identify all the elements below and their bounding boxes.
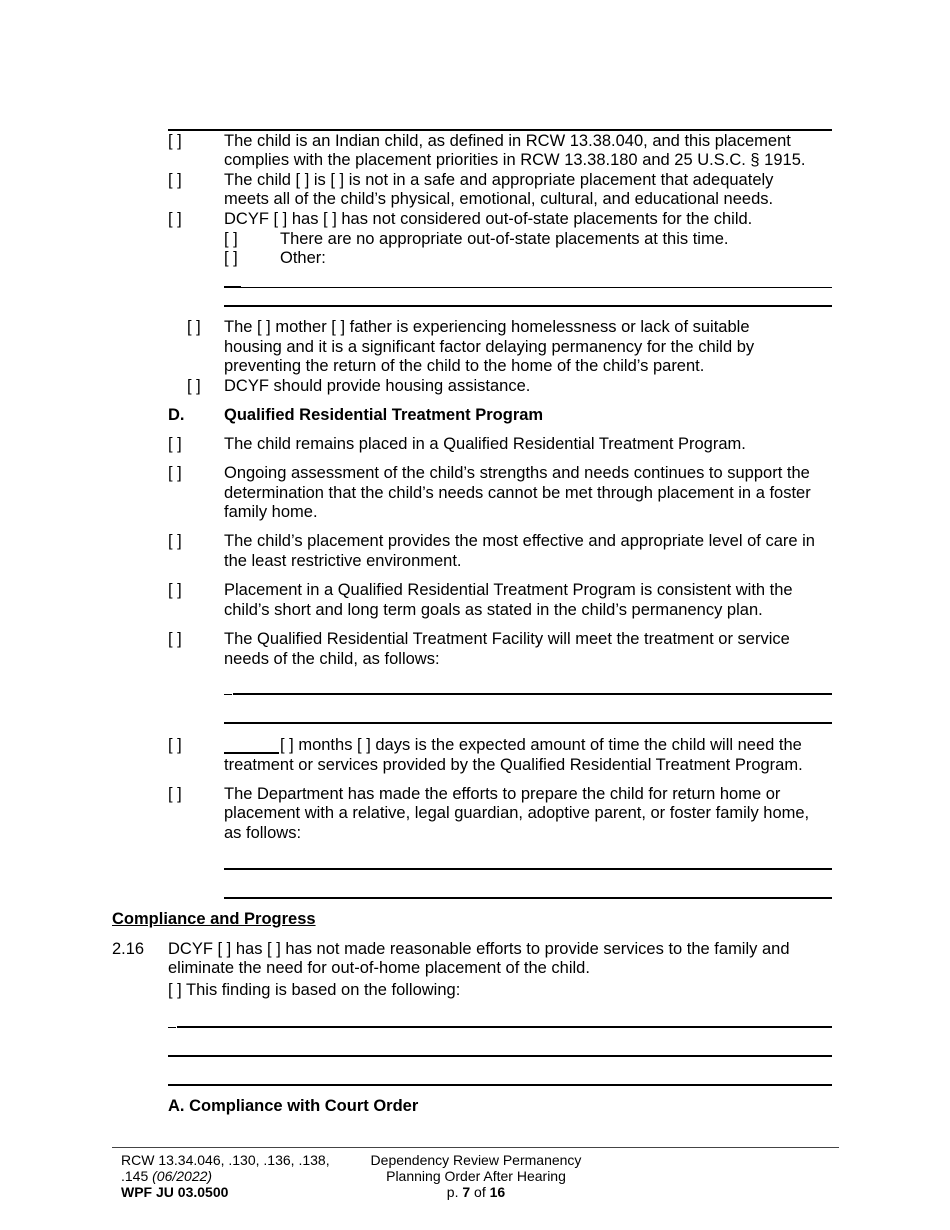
footer-form-number: WPF JU 03.0500: [121, 1184, 229, 1200]
homelessness-line-1: The [ ] mother [ ] father is experiencing homelessness or lack of suitable: [224, 318, 750, 336]
checkbox[interactable]: [ ]: [168, 785, 182, 803]
footer-page-number: p. 7 of 16: [446, 1184, 506, 1200]
finding-number: 2.16: [112, 940, 145, 958]
checkbox[interactable]: [ ]: [187, 377, 201, 395]
checkbox[interactable]: [ ]: [168, 630, 182, 648]
reasonable-efforts-line-2: eliminate the need for out-of-home placement of the child.: [168, 959, 590, 977]
housing-assistance-text: DCYF should provide housing assistance.: [224, 377, 531, 395]
footer-rule: [112, 1147, 839, 1148]
other-blank-line-1[interactable]: [241, 287, 832, 288]
safe-placement-line-2: meets all of the child’s physical, emotional, cultural, and educational needs.: [224, 190, 774, 208]
consistent-line-2: child’s short and long term goals as stated in the child’s permanency plan.: [224, 601, 763, 619]
checkbox[interactable]: [ ]: [224, 249, 238, 267]
department-blank-line-1[interactable]: [224, 868, 832, 870]
facility-line-2: needs of the child, as follows:: [224, 650, 440, 668]
section-d-title: Qualified Residential Treatment Program: [224, 406, 544, 424]
effective-line-1: The child’s placement provides the most effective and appropriate level of care in: [224, 532, 815, 550]
homelessness-line-2: housing and it is a significant factor delaying permanency for the child by: [224, 338, 755, 356]
ongoing-line-3: family home.: [224, 503, 318, 521]
basis-blank-line-3[interactable]: [168, 1084, 832, 1086]
finding-basis-text: [ ] This finding is based on the following:: [168, 981, 461, 999]
basis-blank-line-2[interactable]: [168, 1055, 832, 1057]
safe-placement-line-1: The child [ ] is [ ] is not in a safe and appropriate placement that adequately: [224, 171, 774, 189]
homelessness-line-3: preventing the return of the child to the home of the child’s parent.: [224, 357, 705, 375]
checkbox[interactable]: [ ]: [168, 532, 182, 550]
checkbox[interactable]: [ ]: [224, 230, 238, 248]
compliance-heading: Compliance and Progress: [112, 910, 316, 928]
footer-date: (06/2022): [152, 1168, 213, 1184]
department-line-1: The Department has made the efforts to prepare the child for return home or: [224, 785, 781, 803]
facility-line-1: The Qualified Residential Treatment Facility will meet the treatment or service: [224, 630, 790, 648]
footer-rcw-line-2: .145 (06/2022): [121, 1168, 213, 1184]
department-blank-line-2[interactable]: [224, 897, 832, 899]
footer-rcw-line-1: RCW 13.34.046, .130, .136, .138,: [121, 1152, 330, 1168]
checkbox[interactable]: [ ]: [168, 132, 182, 150]
other-blank-line-2[interactable]: [224, 305, 832, 307]
basis-blank-line-1[interactable]: [177, 1026, 832, 1028]
duration-line-2: treatment or services provided by the Qualified Residential Treatment Program.: [224, 756, 803, 774]
checkbox[interactable]: [ ]: [168, 171, 182, 189]
footer-left: [121, 1152, 330, 1200]
consistent-line-1: Placement in a Qualified Residential Treatment Program is consistent with the: [224, 581, 793, 599]
checkbox[interactable]: [ ]: [168, 210, 182, 228]
footer-center: [336, 1152, 616, 1200]
facility-blank-line-2[interactable]: [224, 722, 832, 724]
checkbox[interactable]: [ ]: [168, 435, 182, 453]
department-line-2: placement with a relative, legal guardian, adoptive parent, or foster family home,: [224, 804, 810, 822]
duration-blank[interactable]: [224, 752, 279, 754]
qrtp-remains-text: The child remains placed in a Qualified Residential Treatment Program.: [224, 435, 746, 453]
footer-title-line-1: Dependency Review Permanency: [370, 1152, 582, 1168]
section-d-letter: D.: [168, 406, 185, 424]
footer-title-line-2: Planning Order After Hearing: [386, 1168, 566, 1184]
no-placements-text: There are no appropriate out-of-state placements at this time.: [280, 230, 729, 248]
facility-blank-short[interactable]: [224, 694, 232, 695]
indian-child-line-1: The child is an Indian child, as defined in RCW 13.38.040, and this placement: [224, 132, 791, 150]
other-label: Other:: [280, 249, 326, 267]
other-blank-short[interactable]: [224, 286, 241, 288]
ongoing-line-2: determination that the child’s needs cannot be met through placement in a foster: [224, 484, 811, 502]
indian-child-line-2: complies with the placement priorities in RCW 13.38.180 and 25 U.S.C. § 1915.: [224, 151, 806, 169]
compliance-court-order-heading: A. Compliance with Court Order: [168, 1097, 419, 1115]
out-of-state-text: DCYF [ ] has [ ] has not considered out-of-state placements for the child.: [224, 210, 753, 228]
facility-blank-line-1[interactable]: [233, 693, 832, 695]
duration-line-1: [ ] months [ ] days is the expected amount of time the child will need the: [280, 736, 802, 754]
checkbox[interactable]: [ ]: [168, 736, 182, 754]
checkbox[interactable]: [ ]: [168, 581, 182, 599]
basis-blank-short[interactable]: [168, 1027, 176, 1028]
ongoing-line-1: Ongoing assessment of the child’s strengths and needs continues to support the: [224, 464, 810, 482]
top-rule: [168, 129, 832, 131]
reasonable-efforts-line-1: DCYF [ ] has [ ] has not made reasonable efforts to provide services to the family and: [168, 940, 790, 958]
effective-line-2: the least restrictive environment.: [224, 552, 462, 570]
checkbox[interactable]: [ ]: [168, 464, 182, 482]
checkbox[interactable]: [ ]: [187, 318, 201, 336]
department-line-3: as follows:: [224, 824, 302, 842]
